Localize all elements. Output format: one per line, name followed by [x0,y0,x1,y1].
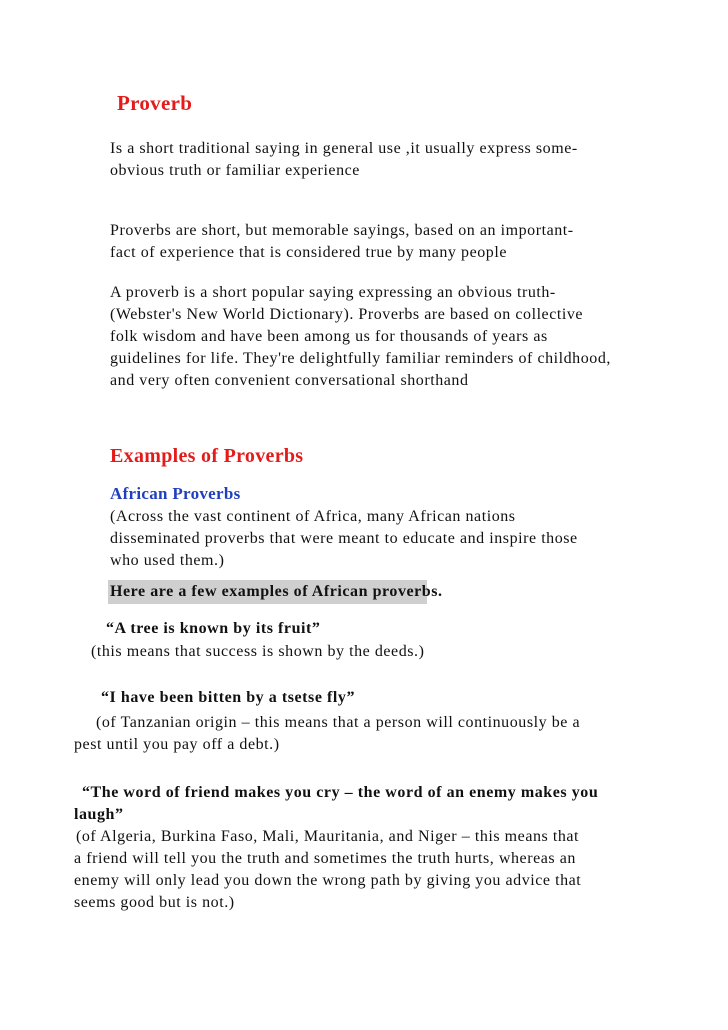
proverb-3-meaning-line-2: a friend will tell you the truth and sometimes the truth hurts, whereas an [74,850,576,867]
definition-line-2: obvious truth or familiar experience [110,162,360,179]
examples-intro: Here are a few examples of African proverbs. [110,583,443,600]
proverb-1-meaning: (this means that success is shown by the deeds.) [91,643,425,660]
page-title: Proverb [117,91,193,115]
proverb-1-quote: “A tree is known by its fruit” [106,620,321,637]
paragraph-2-line-1: Proverbs are short, but memorable sayings, based on an important- [110,222,574,239]
proverb-3-meaning-line-1: (of Algeria, Burkina Faso, Mali, Mauritania, and Niger – this means that [76,828,580,845]
african-proverbs-heading: African Proverbs [110,484,241,503]
examples-heading: Examples of Proverbs [110,445,304,467]
paragraph-3-line-4: guidelines for life. They're delightfully familiar reminders of childhood, [110,350,611,367]
proverb-2-meaning-line-2: pest until you pay off a debt.) [74,736,280,753]
paragraph-3-line-1: A proverb is a short popular saying expressing an obvious truth- [110,284,556,301]
proverb-3-quote-line-2: laugh” [74,806,124,823]
proverb-3-quote-line-1: “The word of friend makes you cry – the word of an enemy makes you [82,784,599,801]
proverb-2-quote: “I have been bitten by a tsetse fly” [101,689,356,706]
definition-line-1: Is a short traditional saying in general use ,it usually express some- [110,140,578,157]
paragraph-2-line-2: fact of experience that is considered true by many people [110,244,507,261]
proverb-2-meaning-line-1: (of Tanzanian origin – this means that a person will continuously be a [96,714,581,731]
paragraph-3-line-3: folk wisdom and have been among us for thousands of years as [110,328,548,345]
african-intro-line-3: who used them.) [110,552,225,569]
proverb-3-meaning-line-4: seems good but is not.) [74,894,235,911]
paragraph-3-line-2: (Webster's New World Dictionary). Proverbs are based on collective [110,306,584,323]
proverb-3-meaning-line-3: enemy will only lead you down the wrong path by giving you advice that [74,872,582,889]
paragraph-3-line-5: and very often convenient conversational shorthand [110,372,469,389]
african-intro-line-1: (Across the vast continent of Africa, many African nations [110,508,516,525]
african-intro-line-2: disseminated proverbs that were meant to educate and inspire those [110,530,578,547]
